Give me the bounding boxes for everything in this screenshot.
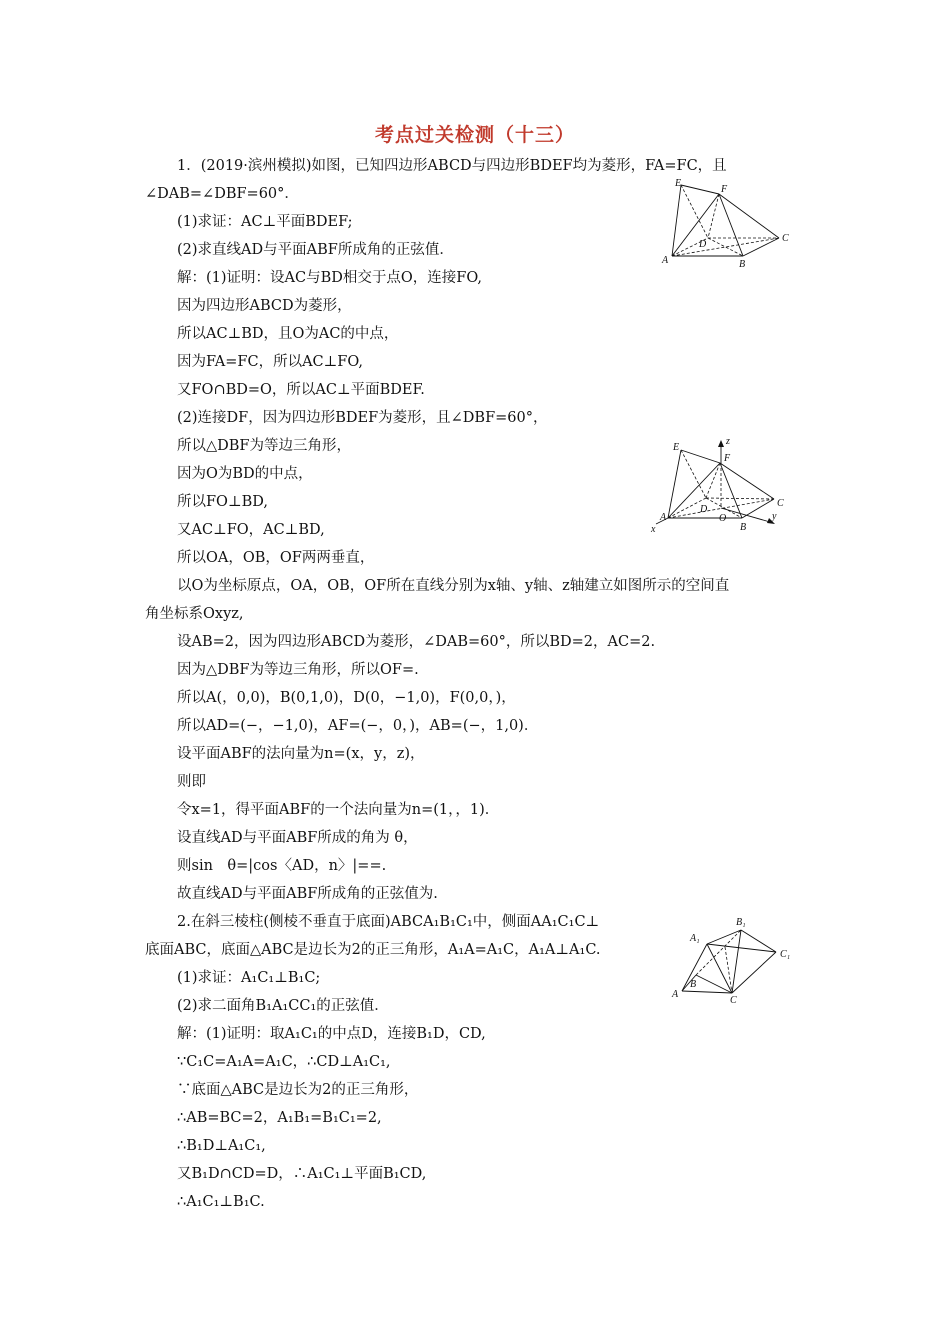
label-o: O xyxy=(719,513,727,524)
text-line: 因为FA=FC，所以AC⊥FO, xyxy=(177,354,363,370)
text-line: 又B₁D∩CD=D，∴A₁C₁⊥平面B₁CD, xyxy=(177,1166,427,1182)
text-line: 因为△DBF为等边三角形，所以OF=. xyxy=(177,662,419,678)
text-line: 则sin θ=|cos〈AD，n〉|==. xyxy=(177,858,387,874)
text-line: 又FO∩BD=O，所以AC⊥平面BDEF. xyxy=(177,382,425,398)
text-line: ∠DAB=∠DBF=60°． xyxy=(145,186,299,202)
text-line: 2.在斜三棱柱(侧棱不垂直于底面)ABCA₁B₁C₁中，侧面AA₁C₁C⊥ xyxy=(177,914,600,930)
label-f: F xyxy=(724,453,731,464)
label-c1: C₁ xyxy=(780,949,791,960)
text-line: 设平面ABF的法向量为n=(x，y，z)， xyxy=(177,746,425,762)
text-line: 所以AD=(−，−1,0)，AF=(−，0，)，AB=(−，1,0)． xyxy=(177,718,539,734)
text-line: 因为四边形ABCD为菱形， xyxy=(177,298,352,314)
label-a: A xyxy=(672,989,679,1000)
label-c: C xyxy=(782,233,789,244)
figure-coordinate-system xyxy=(648,435,798,535)
label-b: B xyxy=(739,259,746,270)
text-line: 又AC⊥FO，AC⊥BD, xyxy=(177,522,325,538)
label-d: D xyxy=(700,504,708,515)
label-b: B xyxy=(690,979,697,990)
text-line: ∴A₁C₁⊥B₁C. xyxy=(177,1194,265,1210)
label-a: A xyxy=(660,512,667,523)
text-line: 1．(2019·滨州模拟)如图，已知四边形ABCD与四边形BDEF均为菱形，FA=FC，且 xyxy=(177,158,727,174)
label-d: D xyxy=(699,239,707,250)
text-line: 故直线AD与平面ABF所成角的正弦值为. xyxy=(177,886,438,902)
text-line: ∵底面△ABC是边长为2的正三角形， xyxy=(177,1082,419,1098)
text-line: 以O为坐标原点，OA，OB，OF所在直线分别为x轴、y轴、z轴建立如图所示的空间直 xyxy=(177,578,730,594)
text-line: ∴AB=BC=2，A₁B₁=B₁C₁=2, xyxy=(177,1110,382,1126)
text-line: (2)连接DF，因为四边形BDEF为菱形，且∠DBF=60°， xyxy=(177,410,548,426)
text-line: 所以A(，0,0)，B(0,1,0)，D(0，−1,0)，F(0,0，)， xyxy=(177,690,516,706)
text-line: 解：(1)证明：设AC与BD相交于点O，连接FO, xyxy=(177,270,482,286)
label-b: B xyxy=(740,522,747,533)
label-c: C xyxy=(777,498,784,509)
text-line: 设直线AD与平面ABF所成的角为 θ， xyxy=(177,830,418,846)
label-a: A xyxy=(662,255,669,266)
text-line: 底面ABC，底面△ABC是边长为2的正三角形，A₁A=A₁C，A₁A⊥A₁C. xyxy=(145,942,601,958)
text-line: 所以△DBF为等边三角形， xyxy=(177,438,351,454)
label-a1: A₁ xyxy=(690,933,700,944)
text-line: (1)求证：AC⊥平面BDEF; xyxy=(177,214,353,230)
figure-oblique-prism xyxy=(670,915,800,1005)
page-title: 考点过关检测（十三） xyxy=(374,124,575,146)
text-line: 所以OA，OB，OF两两垂直， xyxy=(177,550,375,566)
text-line: (2)求二面角B₁A₁CC₁的正弦值． xyxy=(177,998,389,1014)
text-line: 设AB=2，因为四边形ABCD为菱形，∠DAB=60°，所以BD=2，AC=2. xyxy=(177,634,656,650)
text-line: 令x=1，得平面ABF的一个法向量为n=(1，，1)． xyxy=(177,802,500,818)
text-line: 因为O为BD的中点， xyxy=(177,466,313,482)
text-line: (2)求直线AD与平面ABF所成角的正弦值． xyxy=(177,242,454,258)
label-c: C xyxy=(730,995,737,1006)
text-line: (1)求证：A₁C₁⊥B₁C; xyxy=(177,970,321,986)
label-x: x xyxy=(651,524,656,535)
label-f: F xyxy=(721,184,728,195)
text-line: 所以AC⊥BD，且O为AC的中点， xyxy=(177,326,399,342)
label-e: E xyxy=(675,178,682,189)
text-line: 解：(1)证明：取A₁C₁的中点D，连接B₁D，CD, xyxy=(177,1026,486,1042)
figure-rhombus-prism xyxy=(655,175,795,270)
text-line: 角坐标系Oxyz, xyxy=(145,606,244,622)
label-e: E xyxy=(673,442,680,453)
label-b1: B₁ xyxy=(736,917,746,928)
text-line: ∵C₁C=A₁A=A₁C，∴CD⊥A₁C₁, xyxy=(177,1054,391,1070)
text-line: 则即 xyxy=(177,774,206,790)
label-y: y xyxy=(772,511,777,522)
text-line: ∴B₁D⊥A₁C₁, xyxy=(177,1138,266,1154)
label-z: z xyxy=(726,436,730,447)
text-line: 所以FO⊥BD, xyxy=(177,494,268,510)
